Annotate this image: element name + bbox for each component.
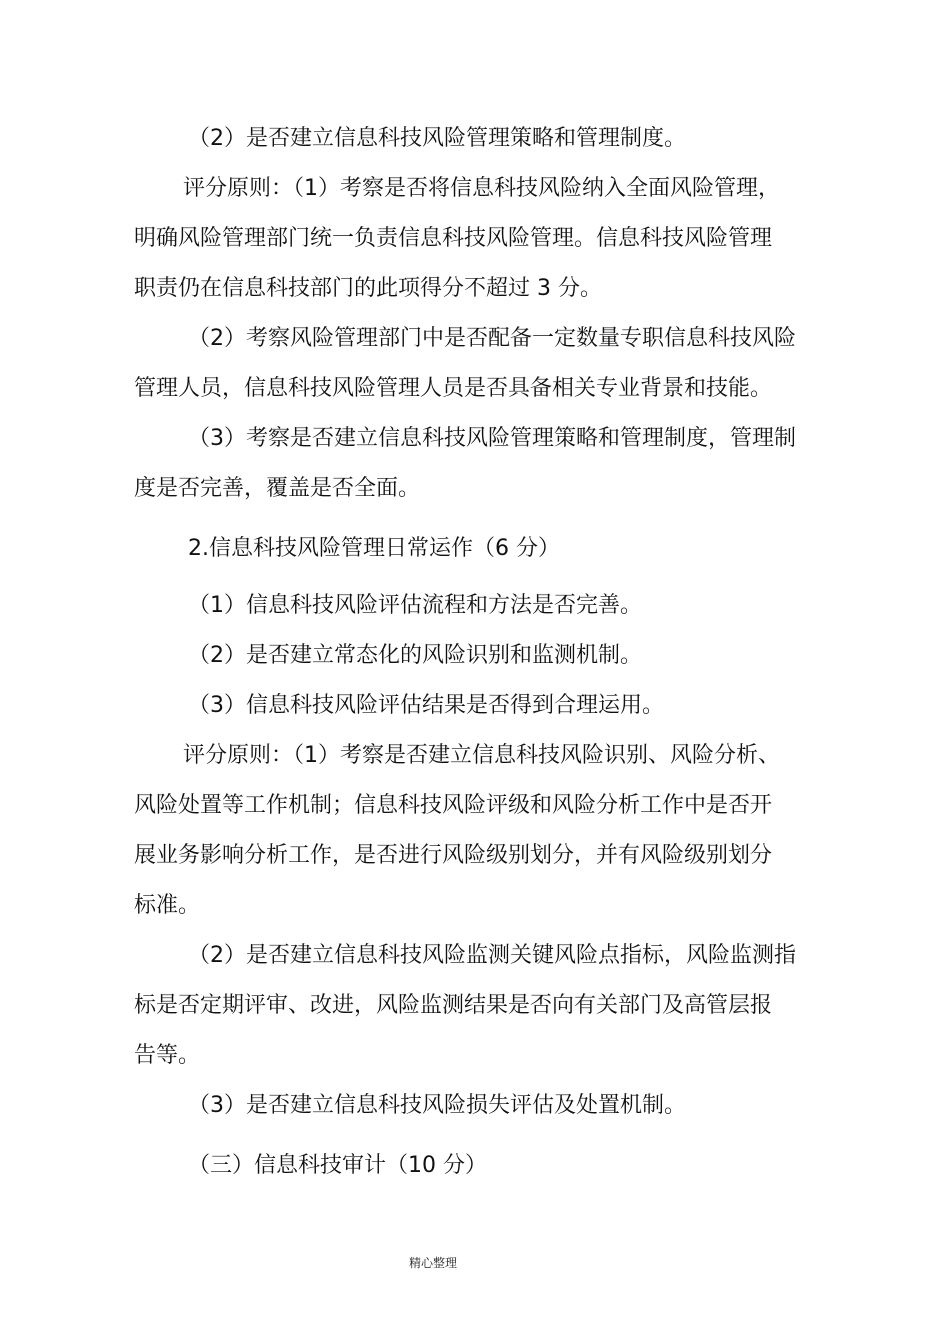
- text-line-16: 标准。: [134, 893, 201, 918]
- text-line-3: 明确风险管理部门统一负责信息科技风险管理。信息科技风险管理: [134, 226, 773, 251]
- text-line-19: 告等。: [134, 1043, 201, 1068]
- section-heading-2: 2.信息科技风险管理日常运作（6 分）: [188, 536, 560, 561]
- text-line-15: 展业务影响分析工作，是否进行风险级别划分，并有风险级别划分: [134, 843, 773, 868]
- section-heading-3: （三）信息科技审计（10 分）: [188, 1153, 487, 1178]
- text-line-20: （3）是否建立信息科技风险损失评估及处置机制。: [188, 1093, 686, 1118]
- text-line-2: 评分原则：（1）考察是否将信息科技风险纳入全面风险管理，: [183, 176, 780, 201]
- text-line-8: 度是否完善，覆盖是否全面。: [134, 476, 421, 501]
- text-line-13: 评分原则：（1）考察是否建立信息科技风险识别、风险分析、: [183, 743, 780, 768]
- text-line-12: （3）信息科技风险评估结果是否得到合理运用。: [188, 693, 664, 718]
- text-line-11: （2）是否建立常态化的风险识别和监测机制。: [188, 643, 642, 668]
- text-line-17: （2）是否建立信息科技风险监测关键风险点指标，风险监测指: [188, 943, 796, 968]
- text-line-7: （3）考察是否建立信息科技风险管理策略和管理制度，管理制: [188, 426, 796, 451]
- footer-text: 精心整理: [409, 1256, 458, 1270]
- text-line-1: （2）是否建立信息科技风险管理策略和管理制度。: [188, 126, 686, 151]
- text-line-10: （1）信息科技风险评估流程和方法是否完善。: [188, 593, 642, 618]
- text-line-6: 管理人员，信息科技风险管理人员是否具备相关专业背景和技能。: [134, 376, 773, 401]
- text-line-14: 风险处置等工作机制；信息科技风险评级和风险分析工作中是否开: [134, 793, 773, 818]
- text-line-18: 标是否定期评审、改进，风险监测结果是否向有关部门及高管层报: [134, 993, 773, 1018]
- text-line-5: （2）考察风险管理部门中是否配备一定数量专职信息科技风险: [188, 326, 796, 351]
- text-line-4: 职责仍在信息科技部门的此项得分不超过 3 分。: [134, 276, 602, 301]
